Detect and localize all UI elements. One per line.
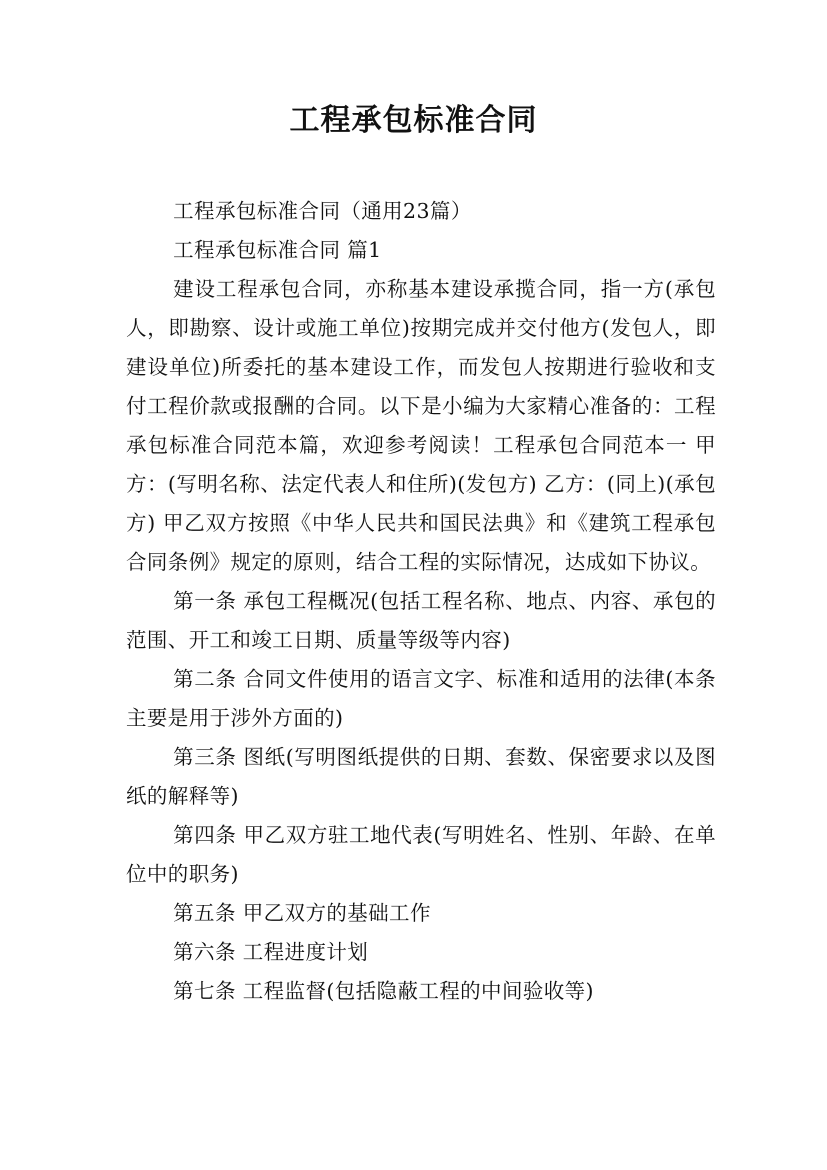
- intro-paragraph: 建设工程承包合同，亦称基本建设承揽合同，指一方(承包人，即勘察、设计或施工单位)按期完成并交付他方(发包人，即建设单位)所委托的基本建设工作，而发包人按期进行验收和支付工程价款或报酬的合同。以下是小编为大家精心准备的：工程承包标准合同范本篇，欢迎参考阅读！工程承包合同范本一 甲方：(写明名称、法定代表人和住所)(发包方) 乙方：(同上)(承包方) 甲乙双方按照《中华人民共和国民法典》和《建筑工程承包合同条例》规定的原则，结合工程的实际情况，达成如下协议。: [126, 277, 717, 574]
- subtitle-paragraph: 工程承包标准合同（通用23篇）: [173, 199, 472, 223]
- article-6: 第六条 工程进度计划: [173, 940, 369, 964]
- article-4: 第四条 甲乙双方驻工地代表(写明姓名、性别、年龄、在单位中的职务): [126, 823, 716, 886]
- section-heading: 工程承包标准合同 篇1: [173, 238, 382, 262]
- document-body: [126, 192, 716, 1011]
- article-3: 第三条 图纸(写明图纸提供的日期、套数、保密要求以及图纸的解释等): [126, 745, 716, 808]
- article-1: 第一条 承包工程概况(包括工程名称、地点、内容、承包的范围、开工和竣工日期、质量等级等内容): [126, 589, 716, 652]
- article-5: 第五条 甲乙双方的基础工作: [173, 901, 431, 925]
- article-7: 第七条 工程监督(包括隐蔽工程的中间验收等): [173, 979, 594, 1003]
- article-2: 第二条 合同文件使用的语言文字、标准和适用的法律(本条主要是用于涉外方面的): [126, 667, 716, 730]
- document-title: 工程承包标准合同: [289, 103, 538, 138]
